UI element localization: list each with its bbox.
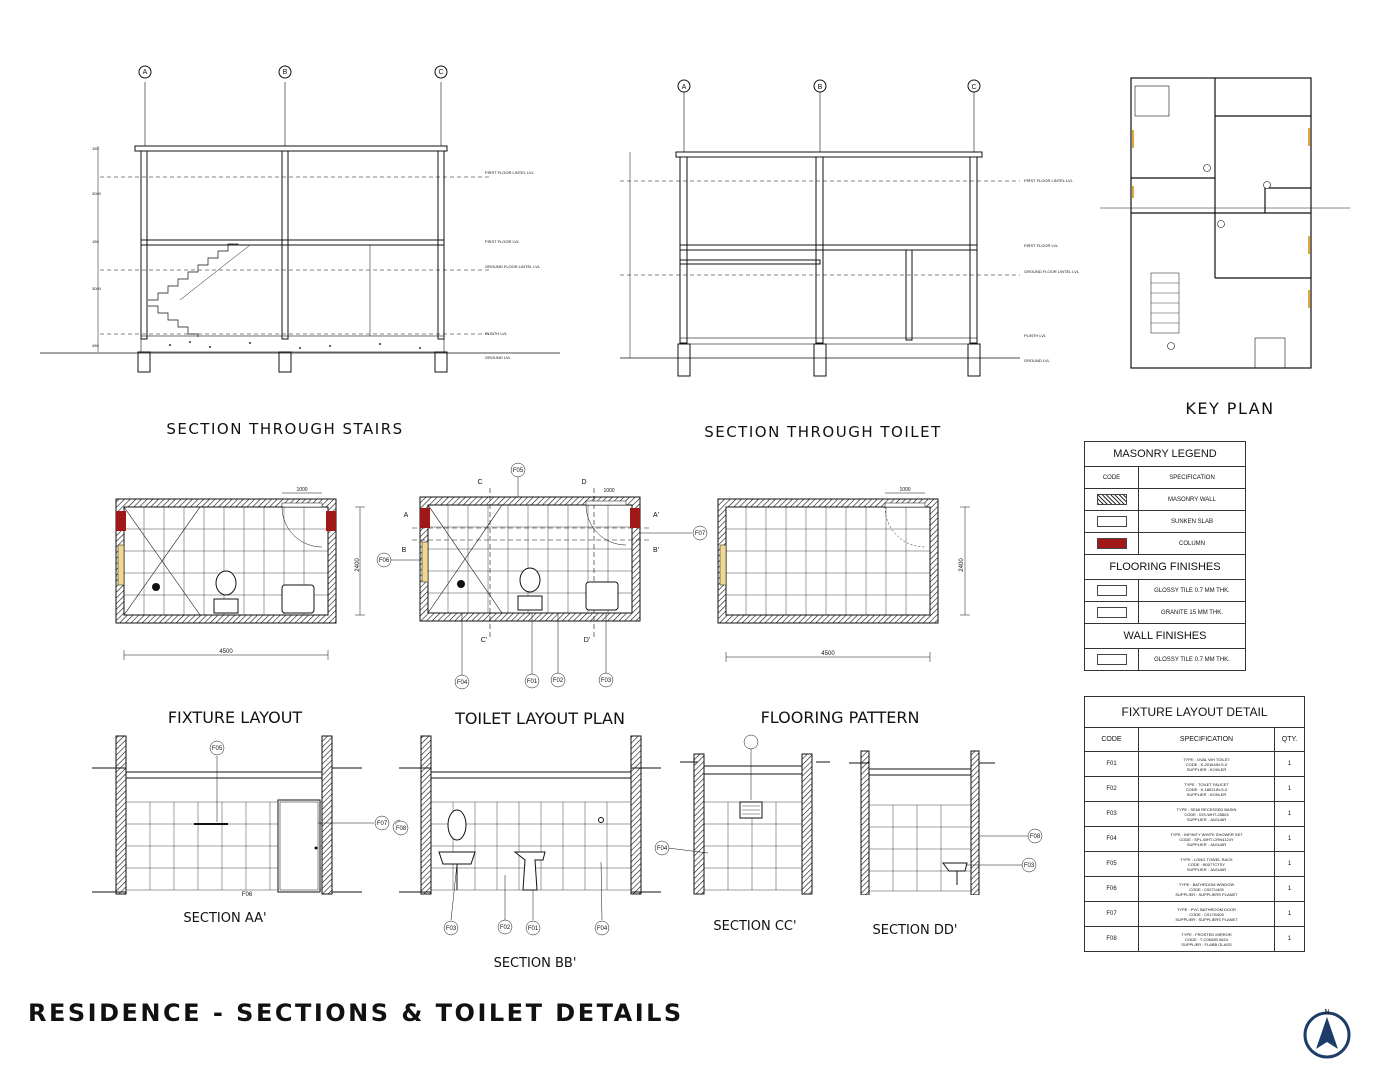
- key-plan-title: KEY PLAN: [1185, 399, 1275, 418]
- fixture-spec: TYPE : OVAL WH TOILET CODE : K-20164IN-S-0 SUPPLIER : KOHLER: [1139, 752, 1275, 777]
- fixture-qty: 1: [1275, 877, 1305, 902]
- dim-label: 450: [92, 343, 99, 348]
- section-mark: A: [403, 512, 409, 519]
- section-cc-title: SECTION CC': [713, 919, 797, 934]
- grid-label-a: A: [681, 84, 687, 91]
- level-label: FIRST FLOOR LINTEL LVL: [485, 170, 534, 175]
- level-label: GROUND FLOOR LINTEL LVL: [1024, 269, 1080, 274]
- fixture-table-title: FIXTURE LAYOUT DETAIL: [1085, 697, 1305, 728]
- fixture-qty: 1: [1275, 827, 1305, 852]
- section-cc-drawing: [650, 730, 830, 910]
- wall-finishes-title: WALL FINISHES: [1085, 624, 1246, 649]
- dim-label: 150: [92, 239, 99, 244]
- legend-col-code: CODE: [1085, 467, 1139, 489]
- fixture-row: [1085, 777, 1305, 802]
- legend-col-spec: SPECIFICATION: [1139, 467, 1246, 489]
- legend-spec: GRANITE 15 MM THK.: [1139, 602, 1246, 624]
- section-toilet-title: SECTION THROUGH TOILET: [704, 423, 942, 441]
- level-label: GROUND FLOOR LINTEL LVL: [485, 264, 541, 269]
- fixture-spec: TYPE : TOILET FAUCET CODE : K-18021IN-S-0 SUPPLIER : KOHLER: [1139, 777, 1275, 802]
- legend-spec: GLOSSY TILE 0.7 MM THK.: [1139, 649, 1246, 671]
- tag-f03: F03: [600, 678, 612, 684]
- fixture-qty: 1: [1275, 777, 1305, 802]
- level-label: FIRST FLOOR LVL: [1024, 243, 1059, 248]
- section-stairs-title: SECTION THROUGH STAIRS: [166, 420, 404, 438]
- fixture-qty: 1: [1275, 802, 1305, 827]
- sunken-slab-swatch: [1097, 516, 1127, 527]
- fixture-row: [1085, 752, 1305, 777]
- level-label: FIRST FLOOR LINTEL LVL: [1024, 178, 1073, 183]
- tag-f05: F05: [211, 746, 223, 752]
- level-label: GROUND LVL: [485, 355, 511, 360]
- tag-f07: F07: [694, 531, 706, 537]
- dim-height: 2400: [355, 558, 361, 572]
- fixture-layout-detail-table: [1084, 696, 1305, 952]
- tag-f04: F04: [656, 846, 668, 852]
- section-bb-title: SECTION BB': [493, 956, 577, 971]
- legend-spec: COLUMN: [1139, 533, 1246, 555]
- legend-spec: MASONRY WALL: [1139, 489, 1246, 511]
- toilet-layout-plan-drawing: [372, 460, 712, 690]
- section-mark: C: [477, 479, 483, 486]
- fixture-code: F04: [1085, 827, 1139, 852]
- fixture-spec: TYPE : INFINITY WHITE SHOWER SET CODE : SPL-WHT-CRN4124Y SUPPLIER : JAGUAR: [1139, 827, 1275, 852]
- tag-f06: F06: [241, 892, 253, 898]
- fixture-code: F01: [1085, 752, 1139, 777]
- grid-label-c: C: [438, 69, 444, 76]
- section-mark: B': [652, 547, 660, 554]
- fixture-code: F06: [1085, 877, 1139, 902]
- tag-f03: F03: [1023, 863, 1035, 869]
- section-bb-drawing: [395, 730, 675, 940]
- section-through-toilet-drawing: [590, 70, 1090, 390]
- fixture-spec: TYPE : LONG TOWEL RACK CODE : B0077CTSY SUPPLIER : JAGUAR: [1139, 852, 1275, 877]
- flooring-pattern-title: FLOORING PATTERN: [760, 708, 920, 727]
- dim-door: 1000: [899, 487, 911, 493]
- glossy-tile-swatch: [1097, 585, 1127, 596]
- north-label: N: [1324, 1009, 1330, 1016]
- section-dd-title: SECTION DD': [872, 923, 958, 938]
- key-plan-drawing: [1095, 68, 1355, 378]
- section-mark: A': [652, 512, 660, 519]
- fixture-row: [1085, 802, 1305, 827]
- fixture-row: [1085, 927, 1305, 952]
- dim-width: 4500: [821, 651, 835, 657]
- level-label: PLINTH LVL: [1024, 333, 1047, 338]
- section-mark: C': [480, 637, 488, 644]
- section-dd-drawing: [845, 745, 1055, 895]
- tag-f01: F01: [527, 926, 539, 932]
- dim-label: 3000: [92, 286, 101, 291]
- tag-f08: F08: [395, 826, 407, 832]
- fixture-code: F03: [1085, 802, 1139, 827]
- toilet-layout-plan-title: TOILET LAYOUT PLAN: [455, 709, 625, 728]
- fixture-spec: TYPE : FROSTED MIRROR CODE : T-C0602B 0624 SUPPLIER : FLABB GLASS: [1139, 927, 1275, 952]
- masonry-wall-swatch: [1097, 494, 1127, 505]
- tag-f04: F04: [456, 680, 468, 686]
- fixture-col-spec: SPECIFICATION: [1139, 728, 1275, 752]
- tag-f08: F08: [1029, 834, 1041, 840]
- dim-label: 150: [92, 146, 99, 151]
- tag-f04: F04: [596, 926, 608, 932]
- grid-label-b: B: [817, 84, 823, 91]
- tag-f02: F02: [499, 925, 511, 931]
- masonry-legend-table: [1084, 441, 1246, 671]
- tag-f02: F02: [552, 678, 564, 684]
- fixture-qty: 1: [1275, 902, 1305, 927]
- granite-swatch: [1097, 607, 1127, 618]
- dim-height: 2400: [959, 558, 965, 572]
- grid-label-a: A: [142, 69, 148, 76]
- fixture-col-qty: QTY.: [1275, 728, 1305, 752]
- dim-width: 4500: [219, 649, 233, 655]
- section-aa-drawing: [90, 730, 400, 905]
- fixture-code: F07: [1085, 902, 1139, 927]
- wall-tile-swatch: [1097, 654, 1127, 665]
- tag-f01: F01: [526, 679, 538, 685]
- dim-door: 1000: [603, 488, 615, 494]
- level-label: PLINTH LVL: [485, 331, 508, 336]
- north-arrow-icon: [1300, 1005, 1354, 1061]
- fixture-spec: TYPE : PVC BATHROOM DOOR CODE : C0170/405 SUPPLIER : SUPPLIERS PLANET: [1139, 902, 1275, 927]
- legend-spec: SUNKEN SLAB: [1139, 511, 1246, 533]
- legend-spec: GLOSSY TILE 0.7 MM THK.: [1139, 580, 1246, 602]
- grid-label-c: C: [971, 84, 977, 91]
- fixture-spec: TYPE : BATHROOM WINDOW CODE : C0271/405 SUPPLIER : SUPPLIERS PLANET: [1139, 877, 1275, 902]
- flooring-finishes-title: FLOORING FINISHES: [1085, 555, 1246, 580]
- tag-f05: F05: [512, 468, 524, 474]
- dim-door: 1000: [296, 487, 308, 493]
- level-label: GROUND LVL: [1024, 358, 1050, 363]
- dim-label: 3000: [92, 191, 101, 196]
- fixture-qty: 1: [1275, 752, 1305, 777]
- level-label: FIRST FLOOR LVL: [485, 239, 520, 244]
- fixture-qty: 1: [1275, 852, 1305, 877]
- section-through-stairs-drawing: [30, 60, 570, 390]
- fixture-row: [1085, 827, 1305, 852]
- flooring-pattern-drawing: [710, 485, 980, 665]
- fixture-row: [1085, 852, 1305, 877]
- section-aa-title: SECTION AA': [183, 911, 267, 926]
- fixture-layout-drawing: [110, 485, 370, 665]
- fixture-code: F02: [1085, 777, 1139, 802]
- column-swatch: [1097, 538, 1127, 549]
- fixture-spec: TYPE : SEMI RECESSED BASIN CODE : IDS-WHT-25803 SUPPLIER : JAGUAR: [1139, 802, 1275, 827]
- grid-label-b: B: [282, 69, 288, 76]
- fixture-col-code: CODE: [1085, 728, 1139, 752]
- masonry-legend-title: MASONRY LEGEND: [1085, 442, 1246, 467]
- section-mark: B: [401, 547, 407, 554]
- tag-f03: F03: [445, 926, 457, 932]
- fixture-layout-title: FIXTURE LAYOUT: [167, 708, 303, 727]
- section-mark: D: [581, 479, 587, 486]
- fixture-row: [1085, 902, 1305, 927]
- section-mark: D': [583, 637, 591, 644]
- main-title: RESIDENCE - SECTIONS & TOILET DETAILS: [28, 999, 684, 1027]
- tag-f07: F07: [376, 821, 388, 827]
- tag-f06: F06: [378, 558, 390, 564]
- fixture-code: F08: [1085, 927, 1139, 952]
- fixture-qty: 1: [1275, 927, 1305, 952]
- fixture-code: F05: [1085, 852, 1139, 877]
- fixture-row: [1085, 877, 1305, 902]
